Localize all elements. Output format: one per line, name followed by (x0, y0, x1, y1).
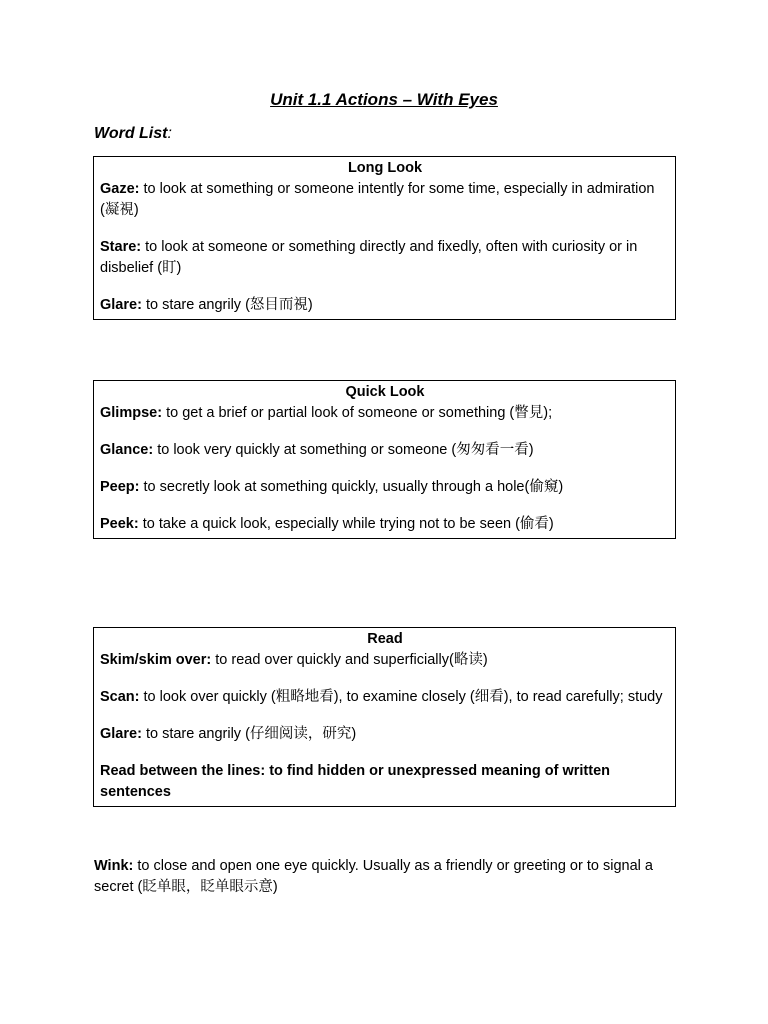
entry-term: Glance: (100, 442, 154, 458)
word-entry (100, 237, 670, 279)
word-list-heading (94, 123, 172, 145)
entry-definition: to look very quickly at something or someone (匆匆看一看) (153, 442, 534, 458)
box-heading: Long Look (347, 160, 423, 176)
word-entry (100, 687, 670, 708)
read-box (93, 627, 676, 807)
entry-term: Stare: (100, 239, 142, 255)
entry-definition: to find hidden or unexpressed meaning of written sentences (100, 763, 610, 800)
entry-definition: to look over quickly (粗略地看), to examine closely (细看), to read carefully; study (139, 689, 663, 705)
word-entry (100, 179, 670, 221)
word-entry (100, 295, 670, 316)
word-entry (100, 440, 670, 461)
word-list-label: Word List (94, 125, 168, 142)
entry-term: Scan: (100, 689, 140, 705)
entry-definition: to stare angrily (怒目而視) (141, 297, 313, 313)
word-entry (100, 477, 670, 498)
entry-definition: to secretly look at something quickly, usually through a hole(偷窺) (139, 479, 564, 495)
entry-definition: to look at something or someone intently for some time, especially in admiration (凝視) (100, 181, 655, 218)
entry-term: Read between the lines: (100, 763, 266, 779)
box-heading: Quick Look (345, 384, 425, 400)
box-heading: Read (367, 631, 403, 647)
entry-definition: to stare angrily (仔细阅读，研究) (141, 726, 357, 742)
entry-definition: to close and open one eye quickly. Usually as a friendly or greeting or to signal a secret (眨单眼，眨单眼示意) (94, 858, 653, 895)
word-entry (100, 403, 670, 424)
word-entry (100, 761, 670, 803)
quick-look-box (93, 380, 676, 539)
entry-definition: to look at someone or something directly and fixedly, often with curiosity or in disbelief (盯) (100, 239, 638, 276)
entry-term: Peep: (100, 479, 140, 495)
long-look-box (93, 156, 676, 320)
entry-term: Gaze: (100, 181, 140, 197)
entry-definition: to take a quick look, especially while trying not to be seen (偷看) (138, 516, 554, 532)
word-list-colon: : (167, 125, 172, 142)
entry-term: Glare: (100, 726, 142, 742)
entry-definition: to read over quickly and superficially(略读) (211, 652, 488, 668)
entry-term: Glimpse: (100, 405, 163, 421)
word-entry (100, 514, 670, 535)
word-entry (100, 724, 670, 745)
entry-term: Glare: (100, 297, 142, 313)
word-entry (100, 650, 670, 671)
entry-term: Skim/skim over: (100, 652, 212, 668)
page-title: Unit 1.1 Actions – With Eyes (270, 90, 498, 109)
entry-definition: to get a brief or partial look of someone or something (瞥見); (162, 405, 553, 421)
entry-term: Wink: (94, 858, 134, 874)
wink-entry (94, 856, 684, 898)
entry-term: Peek: (100, 516, 139, 532)
